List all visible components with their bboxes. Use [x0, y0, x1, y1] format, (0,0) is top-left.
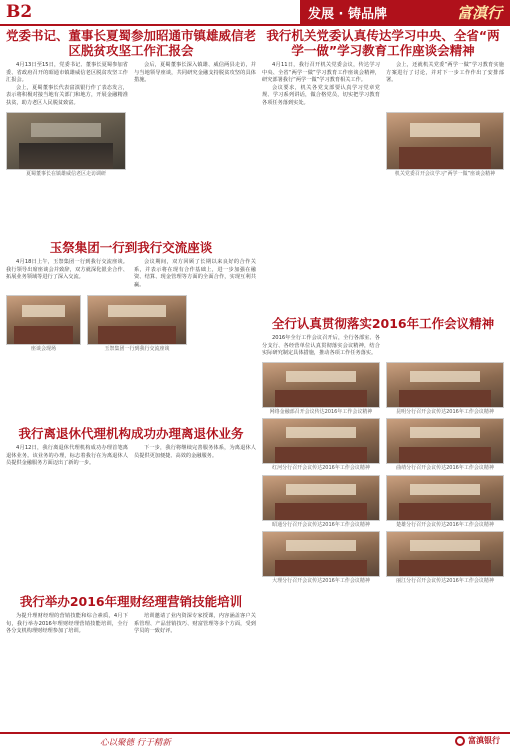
meeting-photo	[262, 531, 380, 577]
bank-logo-icon	[455, 736, 465, 746]
article-a1	[6, 28, 256, 177]
photo-caption: 昆明分行召开会议传达2016年工作会议精神	[396, 408, 494, 415]
photo-caption: 座谈会现场	[30, 346, 56, 353]
photo-caption: 玉祭集团一行到我行交流座谈	[104, 346, 170, 353]
article-paragraph: 4月12日，我行离退休代理机构成功办理首笔离退休业务。该业务的办理，标志着我行在为离退休人员提供金融服务方面迈出了新的一步。	[6, 445, 128, 467]
photo-caption: 网络金融部召开会议传达2016年工作会议精神	[269, 408, 373, 415]
page-number: B2	[6, 2, 33, 22]
footer-brand-text: 富滇银行	[468, 736, 500, 745]
article-a4	[6, 594, 256, 636]
grid-photo-item	[386, 531, 504, 585]
photo-caption: 楚雄分行召开会议传达2016年工作会议精神	[396, 521, 494, 528]
grid-photo-item	[386, 475, 504, 529]
brand-logo-text: 富滇行	[456, 4, 502, 22]
article-title: 我行举办2016年理财经理营销技能培训	[19, 594, 243, 609]
photo-caption: 昭通分行召开会议传达2016年工作会议精神	[272, 521, 370, 528]
page-number-area	[0, 0, 300, 24]
article-paragraph: 4月18日上午，玉祭集团一行到我行交流座谈。我行领导出席座谈会并致辞，双方就深化银企合作、拓展业务领域等进行了深入交流。	[6, 259, 128, 281]
grid-photo-item	[262, 362, 380, 416]
right-column	[262, 28, 504, 728]
meeting-photo-grid	[262, 362, 504, 585]
meeting-photo	[386, 418, 504, 464]
meeting-photo	[262, 418, 380, 464]
meeting-photo	[386, 362, 504, 408]
page-header	[0, 0, 510, 24]
left-column	[6, 28, 256, 728]
grid-photo-item	[262, 475, 380, 529]
article-title: 全行认真贯彻落实2016年工作会议精神	[271, 316, 495, 331]
photo-caption: 丽江分行召开会议传达2016年工作会议精神	[396, 578, 494, 585]
article-b1	[262, 28, 504, 177]
footer-slogan: 心以聚德 行于精新	[100, 738, 171, 748]
grid-photo-item	[262, 418, 380, 472]
meeting-photo	[386, 475, 504, 521]
meeting-photo	[386, 531, 504, 577]
article-paragraph: 会议要求，机关各党支部要认真学习党章党规、学习系列讲话，做合格党员，切实把学习教育各项任务落到实处。	[262, 84, 380, 106]
article-paragraph: 2016年全行工作会议召开后，全行各部室、各分支行、各经营单位认真贯彻落实会议精神，结合实际研究制定具体措施，推动各项工作任务落实。	[262, 335, 380, 357]
article-paragraph: 4月11日，我行召开机关党委会议，传达学习中央、全省“两学一做”学习教育工作座谈会精神，研究部署我行“两学一做”学习教育相关工作。	[262, 62, 380, 84]
grid-photo-item	[262, 531, 380, 585]
article-title: 我行机关党委认真传达学习中央、全省“两学一做”学习教育工作座谈会精神	[266, 28, 500, 58]
article-a3	[6, 426, 256, 468]
article-title: 玉祭集团一行到我行交流座谈	[49, 240, 213, 255]
grid-photo-item	[386, 418, 504, 472]
section-banner	[300, 0, 510, 24]
article-paragraph: 会后，夏蜀董事长深入镇雄、威信两县走访，并与当地领导座谈，共同研究金融支持脱贫攻坚的具体措施。	[134, 62, 256, 84]
footer-brand	[455, 735, 500, 746]
meeting-photo	[262, 475, 380, 521]
article-paragraph: 会议期间，双方回顾了长期以来良好的合作关系，并表示将在现有合作基础上，进一步加强在融资、结算、现金管理等方面的全面合作，实现互利共赢。	[134, 259, 256, 288]
page-footer	[0, 732, 510, 750]
article-paragraph: 会上，还就机关党委“两学一做”学习教育实施方案进行了讨论，并对下一步工作作出了安排部署。	[386, 62, 504, 84]
article-photo	[6, 295, 81, 345]
article-title: 党委书记、董事长夏蜀参加昭通市镇雄威信老区脱贫攻坚工作汇报会	[6, 28, 257, 58]
photo-caption: 红河分行召开会议传达2016年工作会议精神	[272, 465, 370, 472]
grid-photo-item	[386, 362, 504, 416]
photo-caption: 大理分行召开会议传达2016年工作会议精神	[272, 578, 370, 585]
article-photo	[386, 112, 504, 170]
article-paragraph: 会上，夏蜀董事长代表富滇银行作了表态发言，表示将积极对接当地有关部门和地方，开展金融精准扶贫，助力老区人民脱贫致富。	[6, 84, 128, 106]
photo-caption: 机关党委召开会议学习“两学一做”座谈会精神	[394, 170, 496, 177]
article-photo	[6, 112, 126, 170]
article-title: 我行离退休代理机构成功办理离退休业务	[18, 426, 244, 441]
article-a2	[6, 240, 256, 353]
photo-caption: 夏蜀董事长在镇雄威信老区走访调研	[25, 170, 106, 177]
article-paragraph: 为提升理财经理的营销技能和综合素质，4月下旬，我行举办2016年理财经理营销技能培训，全行各分支机构理财经理参加了培训。	[6, 613, 128, 635]
article-paragraph: 培训邀请了业内资深专家授课，内容涵盖客户关系管理、产品营销技巧、财富管理等多个方面，受到学员的一致好评。	[134, 613, 256, 635]
article-photo	[87, 295, 187, 345]
photo-caption: 曲靖分行召开会议传达2016年工作会议精神	[396, 465, 494, 472]
section-title: 发展 · 铸品牌	[308, 7, 387, 22]
meeting-photo	[262, 362, 380, 408]
article-paragraph: 4月13日至15日，党委书记、董事长夏蜀参加省委、省政府召开的昭通市镇雄威信老区脱贫攻坚工作汇报会。	[6, 62, 128, 84]
article-paragraph: 下一步，我行将继续完善服务体系，为离退休人员提供更加便捷、高效的金融服务。	[134, 445, 256, 459]
article-b2	[262, 316, 504, 585]
header-rule	[0, 24, 510, 26]
